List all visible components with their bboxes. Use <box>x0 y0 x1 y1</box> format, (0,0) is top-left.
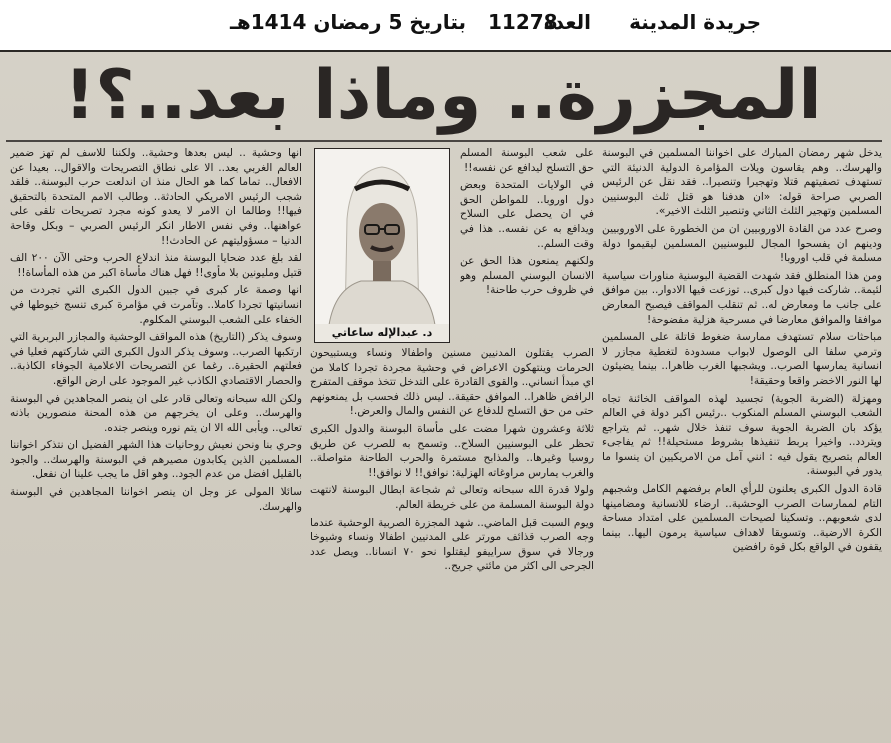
paragraph: وحري بنا ونحن نعيش روحانيات هذا الشهر الفضيل ان نتذكر اخواننا المسلمين الذين يكابدون مصيرهم في البوسنة والهرسك.. والجود بالقليل افضل من عدم الجود.. وهو اقل ما يجب علينا ان نفعل. <box>10 439 302 481</box>
author-portrait-icon <box>315 149 449 325</box>
paragraph: ولولا قدرة الله سبحانه وتعالى ثم شجاعة ابطال البوسنة لانتهت دولة البوسنة المسلمة من على خريطة العالم. <box>310 484 594 511</box>
headline-divider <box>6 140 882 142</box>
paragraph: سائلا المولى عز وجل ان ينصر اخواننا المجاهدين في البوسنة والهرسك. <box>10 486 302 513</box>
paragraph: ويوم السبت قبل الماضي.. شهد المجزرة الصربية الوحشية عندما وجه الصرب قذائف مورتر على المدنيين اطفالا ونساء وشيوخا ورجالا في سوق سراييفو ليقتلوا نحو ٧٠ انسانا.. ويصل عدد الجرحى الى اكثر من مائتي جريح.. <box>310 516 594 573</box>
paragraph: الصرب يقتلون المدنيين مسنين واطفالا ونساء ويستبيحون الحرمات وينتهكون الاعراض في وحشية مجردة تجردا كاملا من اي مبدأ انساني.. والقوى القادرة على التدخل تتخذ موقف المتفرج الرافض ظاهرا.. الموافق حقيقة.. ليس ذلك فحسب بل يمنعونهم حتى من حق التسلح للدفاع عن النفس والمال والعرض.! <box>310 347 594 418</box>
clipping-caption-bar <box>0 0 891 52</box>
paragraph: ومن هذا المنطلق فقد شهدت القضية البوسنية مناورات سياسية لئيمة.. شاركت فيها دول كبرى.. توزعت فيها الادوار.. بين موافق على جانب ما ومعارض له.. ثم تنقلب المواقف فيصبح المعارض موافقا والموافق معارضا في مسرحية هزلية مفضوحة! <box>602 269 882 326</box>
issue-number: 11278 <box>488 10 558 34</box>
issue-label: العدد <box>543 10 591 34</box>
article-headline: المجزرة.. وماذا بعد..؟! <box>64 55 822 135</box>
paragraph: مباحثات سلام تستهدف ممارسة ضغوط قاتلة على المسلمين وترمي سلفا الى الوصول لابواب مسدودة لتغطية مجازر لا انسانية يمارسها الصرب.. ويشجبها الغرب ظاهرا.. بينما يضيئون لها النور الاخضر واقعا وحقيقة! <box>602 331 882 387</box>
paragraph: على شعب البوسنة المسلم حق التسلح ليدافع عن نفسه!! <box>460 147 594 174</box>
paragraph: يدخل شهر رمضان المبارك على اخواننا المسلمين في البوسنة والهرسك.. وهم يقاسون ويلات المؤامرة الدولية الدنيئة التي تستهدف تصفيتهم قتلا وتهجيرا وتنصيرا.. فقد نقل عن الرئيس الصربي صراحة قوله: «ان هدفنا هو قتل ثلث البوسنيين المسلمين وتهجير الثلث الثاني وتنصير الثلث الاخير». <box>602 147 882 218</box>
paragraph: ثلاثة وعشرون شهرا مضت على مأساة البوسنة والدول الكبرى تحظر على البوسنيين السلاح.. وتسمح به للصرب عن طريق روسيا وغيرها.. والمذابح مستمرة والحرب الطاحنة متواصلة.. والغرب يمارس مراوغاته الهزلية: نوافق!! لا نوافق!! <box>310 422 594 479</box>
paragraph: ولكن الله سبحانه وتعالى قادر على ان ينصر المجاهدين في البوسنة والهرسك.. وعلى ان يخرجهم من هذه المحنة منصورين باذنه تعالى.. ويأبى الله الا ان يتم نوره وينصر جنده. <box>10 392 302 434</box>
article-column-middle-top <box>460 146 594 342</box>
paragraph: قادة الدول الكبرى يعلنون للرأي العام برفضهم الكامل وشجبهم التام لممارسات الصرب الوحشية.. ارضاء للانسانية ومضامينها لدى شعوبهم.. وتسكينا لصيحات المسلمين على امتداد مساحة الكرة الارضية.. وتسويقا لاهداف سياسية يرمون اليها.. بينما يقفون في الواقع بكل قوة رافضين <box>602 483 882 554</box>
paragraph: وسوف يذكر (التاريخ) هذه المواقف الوحشية والمجازر البربرية التي ارتكبها الصرب.. وسوف يذكر الدول الكبرى التي شاركتهم فعليا في فعلتهم الحقيرة.. رغما عن التصريحات الاعلامية الجوفاء الكاذبة.. والحصار الاقتصادي الكاذب غير الموجود على ارض الواقع. <box>10 331 302 387</box>
author-photo <box>314 148 450 326</box>
paragraph: وصرح عدد من القادة الاوروبيين ان من الخطورة على الاوروبيين ودينهم ان يفسحوا المجال للبوسنيين المسلمين ليقيموا دولة مسلمة في قلب اوروبا! <box>602 222 882 265</box>
paragraph: انها وصمة عار كبرى في جبين الدول الكبرى التي تجردت من انسانيتها تجردا كاملا.. وتآمرت في مؤامرة كبرى تنسج خيوطها في الخفاء على الشعب البوسني المكلوم. <box>10 284 302 326</box>
paragraph: لقد بلغ عدد ضحايا البوسنة منذ اندلاع الحرب وحتى الآن ٢٠٠ الف قتيل ومليونين بلا مأوى!! فهل هناك مأساة اكبر من هذه المأساة!! <box>10 252 302 279</box>
publication-date: بتاريخ 5 رمضان 1414هـ <box>230 10 466 34</box>
article-column-middle-bottom <box>310 346 594 738</box>
author-caption: د. عبدالإله ساعاتي <box>314 324 450 343</box>
article-column-right <box>602 146 882 738</box>
paragraph: ومهزلة (الضربة الجوية) تجسيد لهذه المواقف الخائنة تجاه الشعب البوسني المسلم المنكوب ..رئيس اكبر دولة في العالم يؤكد بان الضربة الجوية سوف تنفذ خلال شهر.. ثم يتراجع ويتردد.. واخيرا يربط تنفيذها بشروط مستحيلة!! ثم يفاجىء العالم بتصريح يقول فيه : انني آمل من الامريكيين ان ينسوا ما يدور في البوسنة. <box>602 392 882 478</box>
newspaper-name: جريدة المدينة <box>629 10 761 34</box>
paragraph: في الولايات المتحدة وبعض دول اوروبا.. للمواطن الحق في ان يحصل على السلاح ويدافع به عن نفسه.. هذا في وقت السلم.. <box>460 179 594 250</box>
article-column-left <box>10 146 302 738</box>
paragraph: انها وحشية .. ليس بعدها وحشية.. ولكننا للاسف لم تهز ضمير العالم الغربي بعد.. الا على نطاق التصريحات والاقوال.. بعيدا عن الافعال.. تماما كما هو الحال منذ ان اندلعت حرب البوسنة.. فلقد شجب الرئيس الامريكي الحادثة.. وطالب الامم المتحدة بالتحقيق فيها!! وطالما ان الامر لا يعدو كونه مجرد تصريحات تلقى على عواهنها.. وفي نفس الاطار انكر الرئيس الصربي – وبكل وقاحة الدنيا – مسؤوليتهم عن الحادث!! <box>10 147 302 247</box>
paragraph: ولكنهم يمنعون هذا الحق عن الانسان البوسني المسلم وهو في ظروف حرب طاحنة! <box>460 255 594 297</box>
